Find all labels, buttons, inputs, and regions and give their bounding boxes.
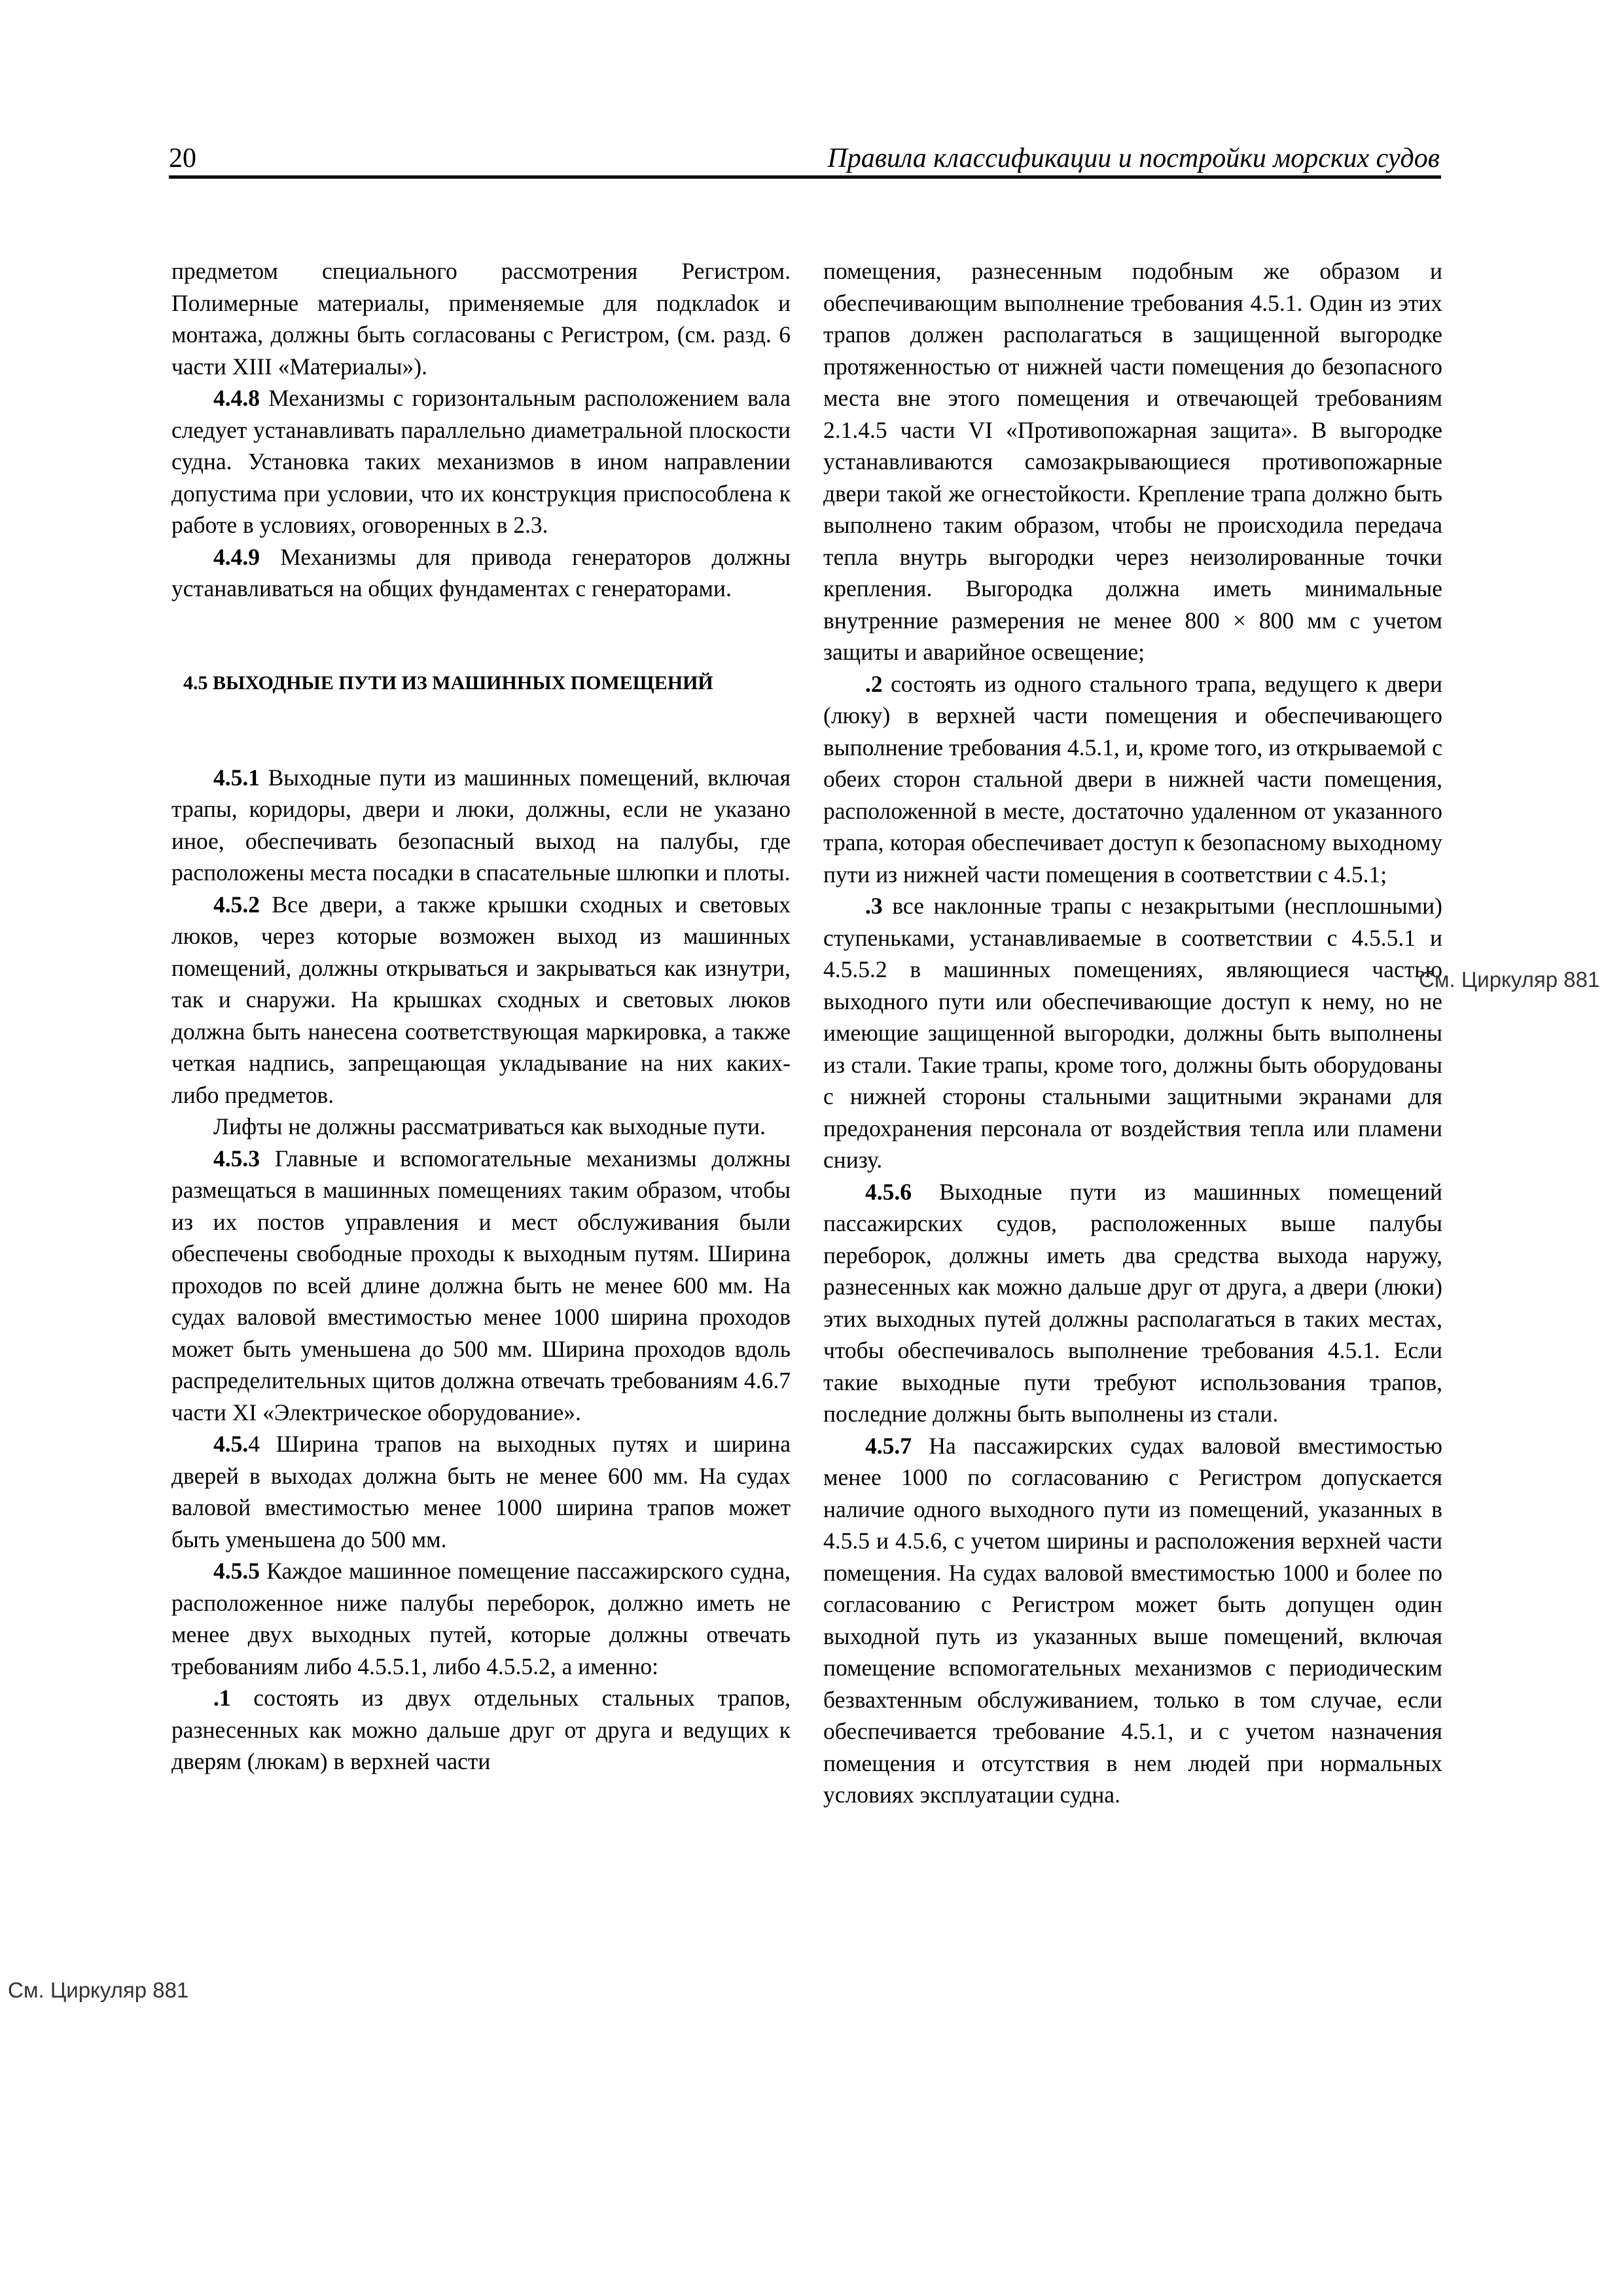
clause-number: 4.5.7 [865, 1432, 912, 1459]
paragraph-lifts: Лифты не должны рассматриваться как выходные пути. [213, 1113, 766, 1139]
paragraph-4-4-8 [171, 382, 791, 541]
clause-number: 4.5.1 [213, 764, 260, 791]
paragraph-text: Механизмы для привода генераторов должны устанавливаться на общих фундаментах с генераторами. [171, 543, 791, 601]
paragraph-4-5-3 [171, 1143, 791, 1429]
paragraph-text: 4 Ширина трапов на выходных путях и ширина дверей в выходах должна быть не менее 600 мм. На судах валовой вместимостью менее 1000 ширина трапов может быть уменьшена до 500 мм. [171, 1431, 791, 1552]
margin-note-circular[interactable]: См. Циркуляр 881 [1419, 967, 1600, 992]
left-column [171, 255, 791, 1778]
paragraph-continuation: помещения, разнесенным подобным же образом и обеспечивающим выполнение требования 4.5.1. Один из этих трапов должен располагаться в защищенной выгородке протяженностью от нижней части помещения до безопасного места вне этого помещения и отвечающей требованиям 2.1.4.5 части VI «Противопожарная защита». В выгородке устанавливаются самозакрывающиеся противопожарные двери такой же огнестойкости. Крепление трапа должно быть выполнено таким образом, чтобы не происходила передача тепла внутрь выгородки через неизолированные точки крепления. Выгородка должна иметь минимальные внутренние размерения не менее 800 × 800 мм с учетом защиты и аварийное освещение; [823, 258, 1442, 665]
paragraph-item-3 [823, 890, 1442, 1176]
paragraph-text: Выходные пути из машинных помещений пассажирских судов, расположенных выше палубы переборок, должны иметь два средства выхода наружу, разнесенных как можно дальше друг от друга, а двери (люки) этих выходных путей должны располагаться в таких местах, чтобы обеспечивалось выполнение требования 4.5.1. Если такие выходные пути требуют использования трапов, последние должны быть выполнены из стали. [823, 1178, 1442, 1427]
paragraph-4-5-2 [171, 889, 791, 1111]
clause-number: 4.4.8 [213, 385, 260, 411]
paragraph-text: Главные и вспомогательные механизмы должны размещаться в машинных помещениях таким образом, чтобы из их постов управления и мест обслуживания были обеспечены свободные проходы к выходным путям. Ширина проходов по всей длине должна быть не менее 600 мм. На судах валовой вместимостью менее 1000 ширина проходов может быть уменьшена до 500 мм. Ширина проходов вдоль распределительных щитов должна отвечать требованиям 4.6.7 части XI «Электрическое оборудование». [171, 1145, 791, 1426]
margin-note-circular[interactable]: См. Циркуляр 881 [8, 1978, 189, 2002]
item-number: .2 [865, 670, 883, 697]
paragraph-item-1 [171, 1682, 791, 1778]
clause-number: 4.5.5 [213, 1558, 260, 1584]
paragraph-4-5-4 [171, 1428, 791, 1555]
paragraph-text: все наклонные трапы с незакрытыми (несплошными) ступеньками, устанавливаемые в соответствии с 4.5.5.1 и 4.5.5.2 в машинных помещениях, являющиеся частью выходного пути или обеспечивающие доступ к нему, но не имеющие защищенной выгородки, должны быть выполнены из стали. Такие трапы, кроме того, должны быть оборудованы с нижней стороны стальными защитными экранами для предохранения персонала от воздействия тепла или пламени снизу. [823, 893, 1442, 1173]
paragraph-4-5-6 [823, 1176, 1442, 1430]
page-number: 20 [169, 143, 196, 173]
paragraph-text: Механизмы с горизонтальным расположением вала следует устанавливать параллельно диаметральной плоскости судна. Установка таких механизмов в ином направлении допустима при условии, что их конструкция приспособлена к работе в условиях, оговоренных в 2.3. [171, 385, 791, 538]
item-number: .1 [213, 1685, 231, 1711]
clause-number: 4.5.3 [213, 1145, 260, 1172]
header-rule [169, 175, 1441, 179]
paragraph-4-5-7 [823, 1430, 1442, 1811]
section-heading: 4.5 ВЫХОДНЫЕ ПУТИ ИЗ МАШИННЫХ ПОМЕЩЕНИЙ [183, 672, 713, 694]
clause-number: 4.5.2 [213, 891, 260, 918]
paragraph-4-5-1 [171, 762, 791, 889]
clause-number: 4.4.9 [213, 543, 260, 570]
paragraph-4-4-9 [171, 541, 791, 605]
paragraph-item-2 [823, 668, 1442, 891]
paragraph-4-5-5 [171, 1555, 791, 1682]
running-header-title: Правила классификации и постройки морских судов [827, 143, 1440, 173]
paragraph-text: Каждое машинное помещение пассажирского судна, расположенное ниже палубы переборок, должно иметь не менее двух выходных путей, которые должны отвечать требованиям либо 4.5.5.1, либо 4.5.5.2, а именно: [171, 1558, 791, 1679]
clause-number: 4.5.6 [865, 1178, 912, 1205]
paragraph-text: На пассажирских судах валовой вместимостью менее 1000 по согласованию с Регистром допускается наличие одного выходного пути из помещений, указанных в 4.5.5 и 4.5.6, с учетом ширины и расположения верхней части помещения. На судах валовой вместимостью 1000 и более по согласованию с Регистром может быть допущен один выходной путь из указанных выше помещений, включая помещение вспомогательных механизмов с периодическим безвахтенным обслуживанием, только в том случае, если обеспечивается требование 4.5.1, и с учетом назначения помещения и отсутствия в нем людей при нормальных условиях эксплуатации судна. [823, 1432, 1442, 1808]
paragraph-text: Выходные пути из машинных помещений, включая трапы, коридоры, двери и люки, должны, если не указано иное, обеспечивать безопасный выход на палубы, где расположены места посадки в спасательные шлюпки и плоты. [171, 764, 791, 886]
paragraph-text: Все двери, а также крышки сходных и световых люков, через которые возможен выход из машинных помещений, должны открываться и закрываться как изнутри, так и снаружи. На крышках сходных и световых люков должна быть нанесена соответствующая маркировка, а также четкая надпись, запрещающая укладывание на них каких-либо предметов. [171, 891, 791, 1108]
right-column [823, 255, 1442, 1811]
paragraph-text: состоять из двух отдельных стальных трапов, разнесенных как можно дальше друг от друга и ведущих к дверям (люкам) в верхней части [171, 1685, 791, 1774]
clause-number: 4.5. [213, 1431, 249, 1457]
item-number: .3 [865, 893, 883, 919]
paragraph-continuation: предметом специального рассмотрения Регистром. Полимерные материалы, применяемые для подклаdок и монтажа, должны быть согласованы с Регистром, (см. разд. 6 части XIII «Материалы»). [171, 258, 791, 380]
paragraph-text: состоять из одного стального трапа, ведущего к двери (люку) в верхней части помещения и обеспечивающего выполнение требования 4.5.1, и, кроме того, из открываемой с обеих сторон стальной двери в нижней части помещения, расположенной в месте, достаточно удаленном от указанного трапа, которая обеспечивает доступ к безопасному выходному пути из нижней части помещения в соответствии с 4.5.1; [823, 670, 1442, 888]
